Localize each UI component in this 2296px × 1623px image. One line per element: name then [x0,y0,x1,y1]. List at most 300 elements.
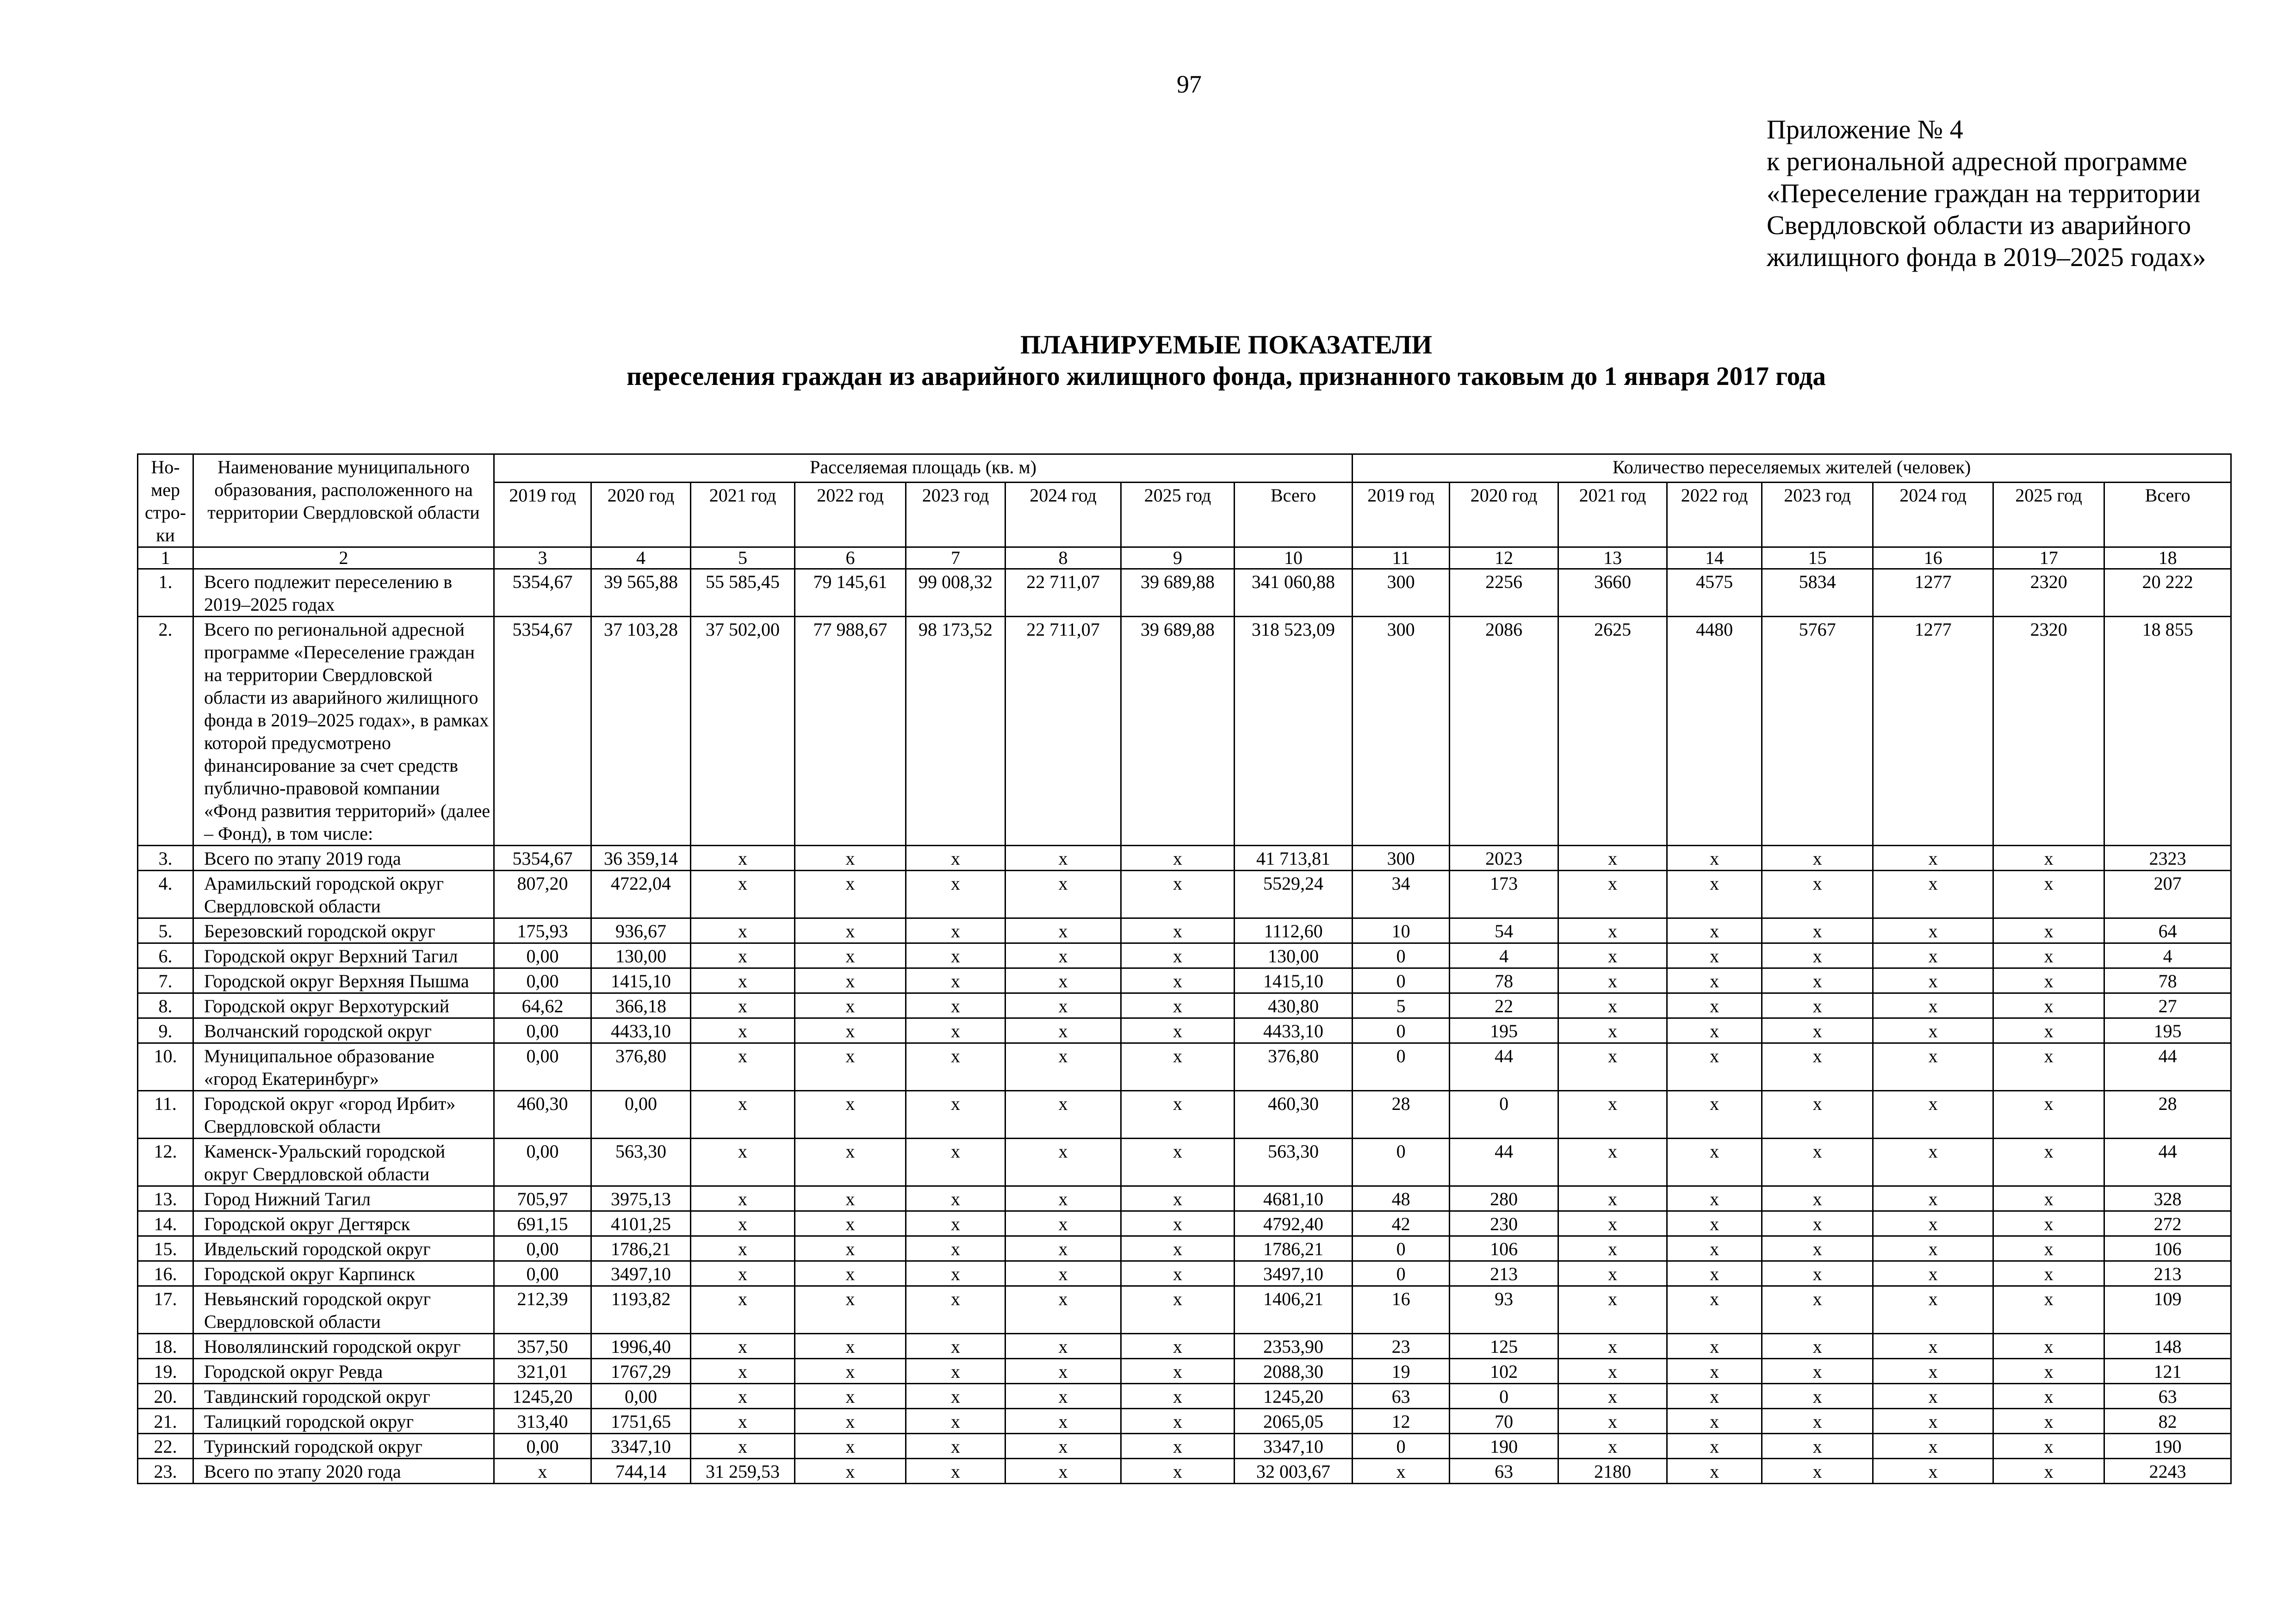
residents-value-cell: х [1558,1211,1667,1236]
area-value-cell: 36 359,14 [591,846,691,871]
municipality-name-cell: Муниципальное образование «город Екатеринбург» [193,1043,494,1091]
residents-value-cell: 2320 [1993,617,2104,846]
residents-value-cell: 63 [1450,1459,1558,1484]
residents-value-cell: 0 [1353,1236,1450,1261]
area-value-cell: х [906,993,1005,1018]
residents-value-cell: 48 [1353,1186,1450,1211]
residents-value-cell: х [1873,1139,1993,1186]
area-value-cell: х [1005,968,1121,993]
area-value-cell: х [1121,1409,1235,1434]
column-number-cell: 10 [1235,547,1353,569]
column-number-cell: 7 [906,547,1005,569]
residents-value-cell: 63 [2104,1384,2231,1409]
residents-value-cell: 5 [1353,993,1450,1018]
residents-value-cell: х [1667,1186,1762,1211]
header-area-year: Всего [1235,483,1353,547]
area-value-cell: х [1005,1211,1121,1236]
area-value-cell: х [1005,1384,1121,1409]
indicators-table [137,453,2232,1484]
residents-value-cell: х [1762,1334,1873,1359]
area-value-cell: х [906,1434,1005,1459]
area-value-cell: 0,00 [494,1043,591,1091]
residents-value-cell: х [1667,1043,1762,1091]
area-value-cell: 5529,24 [1235,871,1353,918]
residents-value-cell: 0 [1353,1434,1450,1459]
area-value-cell: 691,15 [494,1211,591,1236]
area-value-cell: х [795,1359,906,1384]
area-value-cell: 64,62 [494,993,591,1018]
table-row [138,943,2231,968]
area-value-cell: х [1121,918,1235,943]
residents-value-cell: 1277 [1873,617,1993,846]
residents-value-cell: 44 [1450,1139,1558,1186]
appendix-line: к региональной адресной программе [1767,146,2187,176]
residents-value-cell: х [1558,1139,1667,1186]
appendix-line: «Переселение граждан на территории [1767,178,2201,208]
table-row [138,1018,2231,1043]
residents-value-cell: х [1993,1434,2104,1459]
column-number-cell: 3 [494,547,591,569]
area-value-cell: 1406,21 [1235,1286,1353,1334]
municipality-name-cell: Новолялинский городской округ [193,1334,494,1359]
area-value-cell: х [1121,1043,1235,1091]
residents-value-cell: х [1762,1459,1873,1484]
municipality-name-cell: Талицкий городской округ [193,1409,494,1434]
residents-value-cell: х [1667,1459,1762,1484]
table-row [138,1186,2231,1211]
area-value-cell: 0,00 [494,1139,591,1186]
residents-value-cell: 106 [1450,1236,1558,1261]
residents-value-cell: х [1993,1384,2104,1409]
area-value-cell: 2353,90 [1235,1334,1353,1359]
area-value-cell: х [691,1384,795,1409]
area-value-cell: 5354,67 [494,617,591,846]
residents-value-cell: 125 [1450,1334,1558,1359]
area-value-cell: х [1005,1459,1121,1484]
area-value-cell: х [795,1261,906,1286]
area-value-cell: 37 103,28 [591,617,691,846]
area-value-cell: х [795,1211,906,1236]
area-value-cell: х [795,918,906,943]
residents-value-cell: х [1667,1384,1762,1409]
table-row [138,1091,2231,1139]
header-area-year: 2025 год [1121,483,1235,547]
area-value-cell: х [691,1359,795,1384]
residents-value-cell: 54 [1450,918,1558,943]
area-value-cell: х [795,943,906,968]
column-number-cell: 16 [1873,547,1993,569]
area-value-cell: х [1121,993,1235,1018]
residents-value-cell: х [1873,1091,1993,1139]
row-number-cell: 22. [138,1434,193,1459]
residents-value-cell: 213 [1450,1261,1558,1286]
area-value-cell: х [906,846,1005,871]
area-value-cell: х [795,1459,906,1484]
area-value-cell: 98 173,52 [906,617,1005,846]
area-value-cell: х [795,846,906,871]
page-number: 97 [1177,70,1202,98]
area-value-cell: х [906,918,1005,943]
residents-value-cell: 1277 [1873,569,1993,617]
residents-value-cell: х [1558,846,1667,871]
area-value-cell: 341 060,88 [1235,569,1353,617]
municipality-name-cell: Всего по региональной адресной программе «Переселение граждан на территории Свердловской области из аварийного жилищного фонда в 2019–2025 годах», в рамках которой предусмотрено финансирование за счет средств публично-правовой компании «Фонд развития территорий» (далее – Фонд), в том числе: [193,617,494,846]
area-value-cell: 0,00 [494,1018,591,1043]
row-number-cell: 21. [138,1409,193,1434]
residents-value-cell: 2180 [1558,1459,1667,1484]
residents-value-cell: х [1667,1018,1762,1043]
area-value-cell: х [906,1409,1005,1434]
area-value-cell: х [691,846,795,871]
residents-value-cell: 2243 [2104,1459,2231,1484]
area-value-cell: 0,00 [591,1091,691,1139]
area-value-cell: х [1005,1286,1121,1334]
residents-value-cell: 0 [1353,1139,1450,1186]
table-row [138,1286,2231,1334]
column-number-cell: 5 [691,547,795,569]
area-value-cell: 4101,25 [591,1211,691,1236]
area-value-cell: 1415,10 [591,968,691,993]
area-value-cell: 1767,29 [591,1359,691,1384]
residents-value-cell: 78 [1450,968,1558,993]
column-number-cell: 14 [1667,547,1762,569]
residents-value-cell: х [1558,871,1667,918]
area-value-cell: 563,30 [591,1139,691,1186]
residents-value-cell: х [1558,993,1667,1018]
area-value-cell: х [1005,1091,1121,1139]
residents-value-cell: 44 [2104,1139,2231,1186]
column-number-cell: 15 [1762,547,1873,569]
area-value-cell: 1193,82 [591,1286,691,1334]
residents-value-cell: х [1762,1434,1873,1459]
area-value-cell: х [691,993,795,1018]
row-number-cell: 23. [138,1459,193,1484]
residents-value-cell: х [1762,1409,1873,1434]
residents-value-cell: х [1993,1334,2104,1359]
residents-value-cell: 213 [2104,1261,2231,1286]
area-value-cell: х [906,1459,1005,1484]
column-number-cell: 6 [795,547,906,569]
residents-value-cell: х [1667,1334,1762,1359]
area-value-cell: 430,80 [1235,993,1353,1018]
area-value-cell: х [1121,943,1235,968]
area-value-cell: х [1121,1261,1235,1286]
municipality-name-cell: Всего по этапу 2020 года [193,1459,494,1484]
area-value-cell: 3497,10 [1235,1261,1353,1286]
table-row [138,1334,2231,1359]
area-value-cell: 1245,20 [494,1384,591,1409]
residents-value-cell: х [1873,918,1993,943]
table-row [138,1139,2231,1186]
residents-value-cell: х [1762,1359,1873,1384]
area-value-cell: 31 259,53 [691,1459,795,1484]
area-value-cell: 0,00 [494,943,591,968]
area-value-cell: х [906,1261,1005,1286]
municipality-name-cell: Всего по этапу 2019 года [193,846,494,871]
header-people-year: 2021 год [1558,483,1667,547]
area-value-cell: х [691,1018,795,1043]
residents-value-cell: 22 [1450,993,1558,1018]
column-number-cell: 4 [591,547,691,569]
area-value-cell: х [1005,1043,1121,1091]
area-value-cell: х [1005,871,1121,918]
area-value-cell: 5354,67 [494,846,591,871]
area-value-cell: х [1121,871,1235,918]
residents-value-cell: 64 [2104,918,2231,943]
residents-value-cell: 78 [2104,968,2231,993]
residents-value-cell: х [1873,1186,1993,1211]
residents-value-cell: 10 [1353,918,1450,943]
area-value-cell: 212,39 [494,1286,591,1334]
area-value-cell: 3347,10 [591,1434,691,1459]
area-value-cell: х [1121,1091,1235,1139]
area-value-cell: х [691,968,795,993]
row-number-cell: 15. [138,1236,193,1261]
area-value-cell: х [795,1286,906,1334]
residents-value-cell: х [1993,993,2104,1018]
area-value-cell: х [906,1384,1005,1409]
table-row [138,1434,2231,1459]
area-value-cell: 79 145,61 [795,569,906,617]
area-value-cell: х [1005,1359,1121,1384]
residents-value-cell: х [1558,968,1667,993]
table-row [138,846,2231,871]
residents-value-cell: х [1667,1261,1762,1286]
area-value-cell: х [1005,1334,1121,1359]
residents-value-cell: х [1558,1434,1667,1459]
residents-value-cell: 109 [2104,1286,2231,1334]
area-value-cell: 175,93 [494,918,591,943]
residents-value-cell: 28 [1353,1091,1450,1139]
residents-value-cell: х [1667,1091,1762,1139]
municipality-name-cell: Каменск-Уральский городской округ Свердловской области [193,1139,494,1186]
row-number-cell: 13. [138,1186,193,1211]
residents-value-cell: х [1993,1211,2104,1236]
residents-value-cell: 173 [1450,871,1558,918]
residents-value-cell: 4575 [1667,569,1762,617]
header-people-year: Всего [2104,483,2231,547]
residents-value-cell: х [1353,1459,1450,1484]
area-value-cell: х [691,871,795,918]
row-number-cell: 16. [138,1261,193,1286]
residents-value-cell: 328 [2104,1186,2231,1211]
municipality-name-cell: Городской округ Ревда [193,1359,494,1384]
area-value-cell: 563,30 [1235,1139,1353,1186]
area-value-cell: х [906,1043,1005,1091]
municipality-name-cell: Ивдельский городской округ [193,1236,494,1261]
residents-value-cell: х [1762,1139,1873,1186]
area-value-cell: х [494,1459,591,1484]
area-value-cell: х [1121,1211,1235,1236]
municipality-name-cell: Городской округ Верхний Тагил [193,943,494,968]
municipality-name-cell: Всего подлежит переселению в 2019–2025 годах [193,569,494,617]
residents-value-cell: х [1558,1384,1667,1409]
municipality-name-cell: Городской округ «город Ирбит» Свердловской области [193,1091,494,1139]
area-value-cell: х [691,1211,795,1236]
residents-value-cell: 2320 [1993,569,2104,617]
residents-value-cell: 20 222 [2104,569,2231,617]
residents-value-cell: х [1762,1261,1873,1286]
residents-value-cell: 300 [1353,617,1450,846]
residents-value-cell: х [1667,1409,1762,1434]
row-number-cell: 6. [138,943,193,968]
area-value-cell: х [795,1434,906,1459]
residents-value-cell: 272 [2104,1211,2231,1236]
residents-value-cell: 0 [1353,1261,1450,1286]
residents-value-cell: 3660 [1558,569,1667,617]
area-value-cell: 5354,67 [494,569,591,617]
area-value-cell: х [795,1384,906,1409]
residents-value-cell: х [1558,1186,1667,1211]
area-value-cell: х [1121,1018,1235,1043]
header-people-year: 2020 год [1450,483,1558,547]
residents-value-cell: х [1993,1091,2104,1139]
table-row [138,617,2231,846]
residents-value-cell: 18 855 [2104,617,2231,846]
residents-value-cell: 195 [1450,1018,1558,1043]
area-value-cell: х [1121,1359,1235,1384]
residents-value-cell: 148 [2104,1334,2231,1359]
area-value-cell: х [691,1334,795,1359]
residents-value-cell: 27 [2104,993,2231,1018]
area-value-cell: х [691,1434,795,1459]
residents-value-cell: 2023 [1450,846,1558,871]
row-number-cell: 8. [138,993,193,1018]
residents-value-cell: 34 [1353,871,1450,918]
area-value-cell: х [906,871,1005,918]
residents-value-cell: 0 [1353,1018,1450,1043]
area-value-cell: х [906,943,1005,968]
residents-value-cell: х [1762,1286,1873,1334]
residents-value-cell: х [1873,1236,1993,1261]
table-row [138,1043,2231,1091]
area-value-cell: х [1005,1261,1121,1286]
residents-value-cell: 121 [2104,1359,2231,1384]
table-row [138,871,2231,918]
row-number-cell: 17. [138,1286,193,1334]
residents-value-cell: 0 [1353,968,1450,993]
residents-value-cell: 300 [1353,846,1450,871]
residents-value-cell: 4 [2104,943,2231,968]
header-people-year: 2023 год [1762,483,1873,547]
area-value-cell: 2065,05 [1235,1409,1353,1434]
area-value-cell: 1996,40 [591,1334,691,1359]
header-residents-group: Количество переселяемых жителей (человек) [1353,454,2231,483]
area-value-cell: х [1005,1236,1121,1261]
area-value-cell: х [795,1236,906,1261]
residents-value-cell: х [1873,1334,1993,1359]
municipality-name-cell: Арамильский городской округ Свердловской области [193,871,494,918]
indicators-table-wrapper [137,453,2232,1484]
area-value-cell: 1112,60 [1235,918,1353,943]
area-value-cell: х [795,1334,906,1359]
area-value-cell: х [1005,993,1121,1018]
area-value-cell: 32 003,67 [1235,1459,1353,1484]
area-value-cell: х [906,1286,1005,1334]
residents-value-cell: х [1667,1236,1762,1261]
area-value-cell: 376,80 [1235,1043,1353,1091]
area-value-cell: 321,01 [494,1359,591,1384]
residents-value-cell: 82 [2104,1409,2231,1434]
residents-value-cell: 0 [1450,1091,1558,1139]
residents-value-cell: 70 [1450,1409,1558,1434]
area-value-cell: 22 711,07 [1005,617,1121,846]
residents-value-cell: х [1873,1018,1993,1043]
table-row [138,918,2231,943]
residents-value-cell: 2323 [2104,846,2231,871]
area-value-cell: х [1121,1334,1235,1359]
residents-value-cell: 28 [2104,1091,2231,1139]
area-value-cell: х [906,1236,1005,1261]
table-row [138,1359,2231,1384]
residents-value-cell: х [1558,1018,1667,1043]
residents-value-cell: х [1873,968,1993,993]
residents-value-cell: 16 [1353,1286,1450,1334]
area-value-cell: 77 988,67 [795,617,906,846]
residents-value-cell: х [1873,1359,1993,1384]
area-value-cell: х [691,1236,795,1261]
area-value-cell: 1751,65 [591,1409,691,1434]
area-value-cell: 0,00 [494,1261,591,1286]
area-value-cell: х [795,1091,906,1139]
residents-value-cell: х [1762,1211,1873,1236]
area-value-cell: х [691,1261,795,1286]
residents-value-cell: 0 [1450,1384,1558,1409]
area-value-cell: х [795,993,906,1018]
area-value-cell: х [795,1043,906,1091]
header-area-year: 2019 год [494,483,591,547]
municipality-name-cell: Туринский городской округ [193,1434,494,1459]
table-body [138,547,2231,1484]
residents-value-cell: х [1667,1286,1762,1334]
area-value-cell: х [691,1043,795,1091]
header-people-year: 2024 год [1873,483,1993,547]
residents-value-cell: х [1558,1091,1667,1139]
area-value-cell: х [1005,1139,1121,1186]
header-people-year: 2019 год [1353,483,1450,547]
column-number-cell: 2 [193,547,494,569]
area-value-cell: 1786,21 [591,1236,691,1261]
residents-value-cell: 207 [2104,871,2231,918]
residents-value-cell: х [1558,918,1667,943]
residents-value-cell: х [1993,1409,2104,1434]
area-value-cell: 0,00 [494,1434,591,1459]
area-value-cell: х [906,968,1005,993]
area-value-cell: х [1121,1236,1235,1261]
area-value-cell: 4433,10 [591,1018,691,1043]
residents-value-cell: 5767 [1762,617,1873,846]
residents-value-cell: 102 [1450,1359,1558,1384]
header-area-year: 2024 год [1005,483,1121,547]
area-value-cell: 313,40 [494,1409,591,1434]
area-value-cell: х [691,1091,795,1139]
column-number-cell: 1 [138,547,193,569]
area-value-cell: х [795,968,906,993]
area-value-cell: х [906,1091,1005,1139]
area-value-cell: х [906,1359,1005,1384]
row-number-cell: 3. [138,846,193,871]
residents-value-cell: х [1667,846,1762,871]
row-number-cell: 14. [138,1211,193,1236]
residents-value-cell: х [1873,1211,1993,1236]
appendix-line: жилищного фонда в 2019–2025 годах» [1767,242,2206,272]
row-number-cell: 2. [138,617,193,846]
residents-value-cell: 2625 [1558,617,1667,846]
area-value-cell: 460,30 [494,1091,591,1139]
column-number-cell: 11 [1353,547,1450,569]
header-area-year: 2022 год [795,483,906,547]
area-value-cell: х [906,1018,1005,1043]
